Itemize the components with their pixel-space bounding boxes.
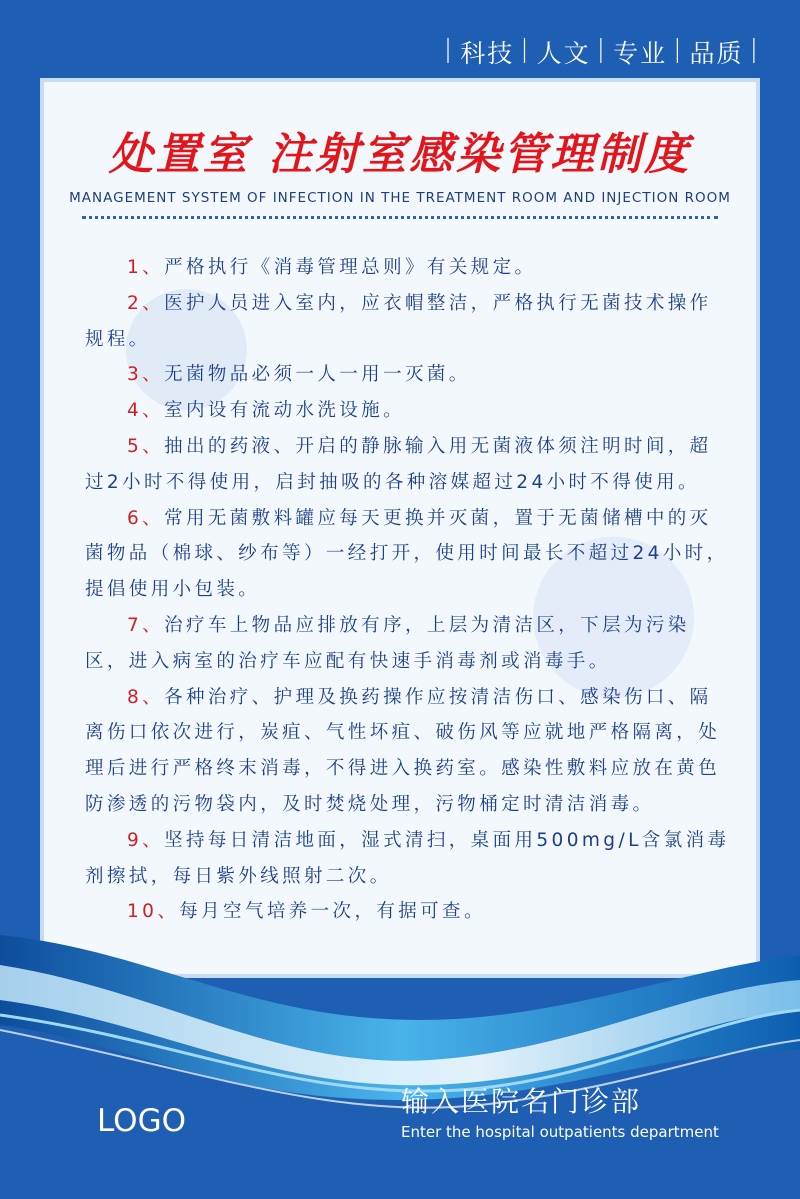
rule-number: 3、 [127, 364, 165, 386]
rule-text: 坚持每日清洁地面，湿式清扫，桌面用500mg/L含氯消毒剂擦拭，每日紫外线照射二次。 [85, 829, 730, 887]
decorative-wave [0, 930, 800, 1199]
dotted-divider [82, 216, 718, 219]
rule-item [85, 501, 730, 608]
rule-number: 9、 [127, 829, 165, 851]
page-subtitle: MANAGEMENT SYSTEM OF INFECTION IN THE TREATMENT ROOM AND INJECTION ROOM [69, 190, 731, 206]
rule-item [85, 357, 730, 393]
rules-list [85, 250, 730, 930]
tagline-item: 科技 [460, 39, 515, 68]
rule-item [85, 823, 730, 895]
rule-text: 常用无菌敷料罐应每天更换并灭菌，置于无菌储槽中的灭菌物品（棉球、纱布等）一经打开，使用时间最长不超过24小时，提倡使用小包装。 [85, 507, 729, 601]
rule-item [85, 680, 730, 823]
hospital-name-en: Enter the hospital outpatients department [401, 1123, 719, 1141]
tagline-item: 人文 [536, 39, 591, 68]
rule-item [85, 393, 730, 429]
tagline-item: 专业 [613, 39, 668, 68]
rule-text: 室内设有流动水洗设施。 [164, 400, 405, 422]
hospital-name: 输入医院名门诊部 [401, 1085, 642, 1118]
rule-number: 7、 [127, 614, 165, 636]
rule-number: 2、 [127, 292, 165, 314]
tagline-item: 品质 [689, 39, 744, 68]
rule-item [85, 286, 730, 358]
tagline: | 科技 | 人文 | 专业 | 品质 | [443, 34, 760, 68]
rule-text: 抽出的药液、开启的静脉输入用无菌液体须注明时间，超过2小时不得使用，启封抽吸的各种溶媒超过24小时不得使用。 [85, 435, 712, 493]
rule-number: 8、 [127, 686, 165, 708]
rule-item [85, 608, 730, 680]
rule-number: 6、 [127, 507, 165, 529]
rule-number: 1、 [127, 257, 165, 278]
rule-text: 无菌物品必须一人一用一灭菌。 [164, 364, 471, 386]
rule-text: 治疗车上物品应排放有序，上层为清洁区，下层为污染区，进入病室的治疗车应配有快速手消毒剂或消毒手。 [85, 614, 690, 672]
rule-number: 10、 [127, 901, 180, 923]
rule-item [85, 429, 730, 501]
rule-item [85, 894, 730, 930]
rule-text: 各种治疗、护理及换药操作应按清洁伤口、感染伤口、隔离伤口依次进行，炭疽、气性坏疽、破伤风等应就地严格隔离，处理后进行严格终末消毒，不得进入换药室。感染性敷料应放在黄色防渗透的污物袋内，及时焚烧处理，污物桶定时清洁消毒。 [85, 686, 721, 815]
rule-number: 5、 [127, 435, 165, 457]
rule-text: 每月空气培养一次，有据可查。 [179, 901, 486, 923]
rule-number: 4、 [127, 400, 165, 422]
rule-text: 严格执行《消毒管理总则》有关规定。 [164, 257, 537, 278]
rule-item [85, 250, 730, 286]
rule-text: 医护人员进入室内，应衣帽整洁，严格执行无菌技术操作规程。 [85, 292, 712, 350]
logo: LOGO [97, 1103, 186, 1139]
page-title: 处置室 注射室感染管理制度 [108, 129, 692, 180]
